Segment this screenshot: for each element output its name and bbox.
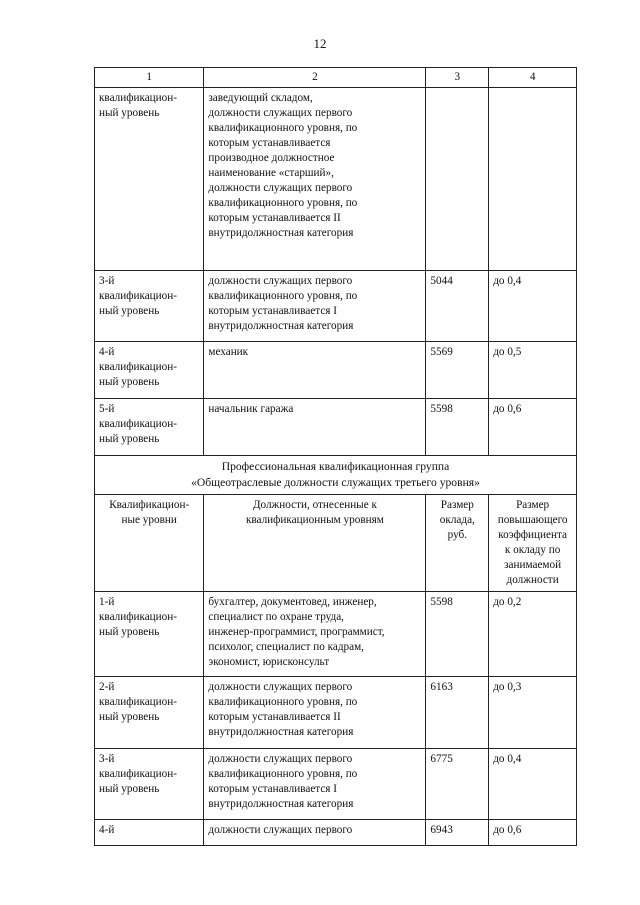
column-number: 4 [489,68,577,88]
positions-cell: механик [204,342,426,399]
salary-cell: 6775 [426,749,489,820]
positions-cell: должности служащих первого [204,820,426,846]
positions-cell: заведующий складом, должности служащих первого квалификационного уровня, по которым устанавливается производное должностное наименование «старший», должности служащих первого квалификационного уровня, по которым устанавливается II внутридолжностная категория [204,88,426,271]
header-positions: Должности, отнесенные к квалификационным уровням [204,495,426,592]
salary-cell: 5569 [426,342,489,399]
level-cell: 3-й квалификацион- ный уровень [95,271,204,342]
column-number: 3 [426,68,489,88]
coefficient-cell: до 0,2 [489,592,577,677]
table-row [95,677,577,749]
header-salary: Размер оклада, руб. [426,495,489,592]
salary-cell [426,88,489,271]
table-row [95,749,577,820]
salary-cell: 6943 [426,820,489,846]
group-header-row [95,456,577,495]
salary-cell: 5044 [426,271,489,342]
column-header-row [95,495,577,592]
salary-cell: 5598 [426,399,489,456]
level-cell: 1-й квалификацион- ный уровень [95,592,204,677]
table-row [95,399,577,456]
salary-cell: 6163 [426,677,489,749]
positions-cell: начальник гаража [204,399,426,456]
table-row [95,342,577,399]
table-row [95,820,577,846]
column-number-row [95,68,577,88]
qualification-table [94,67,577,846]
coefficient-cell: до 0,4 [489,749,577,820]
coefficient-cell: до 0,3 [489,677,577,749]
level-cell: 4-й [95,820,204,846]
coefficient-cell: до 0,6 [489,820,577,846]
level-cell: 4-й квалификацион- ный уровень [95,342,204,399]
coefficient-cell: до 0,4 [489,271,577,342]
salary-cell: 5598 [426,592,489,677]
positions-cell: должности служащих первого квалификационного уровня, по которым устанавливается I внутридолжностная категория [204,271,426,342]
level-cell: 2-й квалификацион- ный уровень [95,677,204,749]
column-number: 2 [204,68,426,88]
coefficient-cell: до 0,5 [489,342,577,399]
positions-cell: должности служащих первого квалификационного уровня, по которым устанавливается II внутридолжностная категория [204,677,426,749]
coefficient-cell [489,88,577,271]
group-header [95,456,577,495]
header-levels: Квалификацион- ные уровни [95,495,204,592]
level-cell: 3-й квалификацион- ный уровень [95,749,204,820]
table-row [95,271,577,342]
table-row [95,88,577,271]
coefficient-cell: до 0,6 [489,399,577,456]
header-coefficient: Размер повышающего коэффициента к окладу по занимаемой должности [489,495,577,592]
group-subtitle: «Общеотраслевые должности служащих третьего уровня» [191,476,480,489]
page-number: 12 [313,36,327,51]
level-cell: квалификацион- ный уровень [95,88,204,271]
column-number: 1 [95,68,204,88]
positions-cell: должности служащих первого квалификационного уровня, по которым устанавливается I внутридолжностная категория [204,749,426,820]
positions-cell: бухгалтер, документовед, инженер, специалист по охране труда, инженер-программист, программист, психолог, специалист по кадрам, экономист, юрисконсульт [204,592,426,677]
group-title: Профессиональная квалификационная группа [221,460,450,473]
level-cell: 5-й квалификацион- ный уровень [95,399,204,456]
table-row [95,592,577,677]
